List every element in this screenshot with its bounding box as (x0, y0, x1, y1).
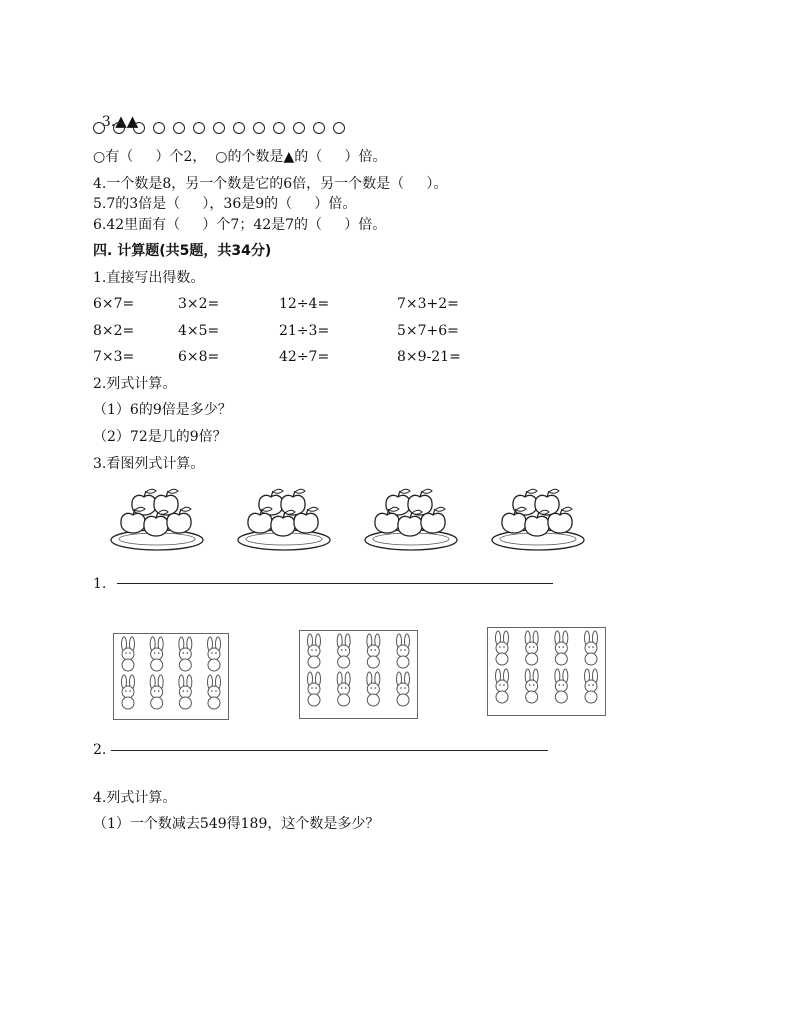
circle-icon (293, 122, 305, 134)
circle-icon (93, 122, 105, 134)
answer-line-label: 1. (93, 576, 107, 592)
arith-cell: 12÷4= (279, 296, 330, 312)
arith-cell: 42÷7= (279, 349, 330, 365)
bunny-card (487, 627, 606, 716)
circle-icon (193, 122, 205, 134)
calc-q4-item: （1）一个数减去549得189，这个数是多少？ (93, 816, 380, 832)
circle-icon (213, 122, 225, 134)
circle-icon (113, 122, 125, 134)
arith-cell: 8×9-21= (397, 349, 461, 365)
circle-icon (233, 122, 245, 134)
bunny-card (299, 630, 418, 719)
apple-plate-icon (362, 484, 460, 554)
arith-cell: 7×3+2= (397, 296, 459, 312)
circle-icon (333, 122, 345, 134)
apple-plate-icon (489, 484, 587, 554)
arith-cell: 6×8= (178, 349, 220, 365)
answer-line[interactable] (111, 750, 548, 751)
bunny-icons (300, 631, 417, 718)
arith-cell: 3×2= (178, 296, 220, 312)
calc-q4-title: 4.列式计算。 (93, 790, 177, 806)
q3-question: ○有（ ）个2， ○的个数是▲的（ ）倍。 (93, 149, 387, 165)
triangle-icon-pair: ▲▲ (115, 112, 139, 130)
circle-icon (153, 122, 165, 134)
circle-icon (253, 122, 265, 134)
circle-icon (133, 122, 145, 134)
bunny-icons (114, 634, 228, 719)
calc-q3-title: 3.看图列式计算。 (93, 456, 205, 472)
section-heading: 四. 计算题(共5题，共34分) (93, 243, 272, 259)
q3-label: 3. (101, 114, 116, 130)
arith-cell: 21÷3= (279, 323, 330, 339)
circle-icon (313, 122, 325, 134)
arith-cell: 7×3= (93, 349, 135, 365)
calc-q1-title: 1.直接写出得数。 (93, 270, 205, 286)
calc-q2-item: （1）6的9倍是多少？ (93, 402, 232, 418)
answer-line-label: 2. (93, 742, 107, 758)
answer-line[interactable] (117, 583, 553, 584)
arith-cell: 6×7= (93, 296, 135, 312)
q5-question: 5.7的3倍是（ ），36是9的（ ）倍。 (93, 196, 357, 212)
circle-icon (273, 122, 285, 134)
circle-row (93, 122, 345, 134)
apple-plate-icon (108, 484, 206, 554)
arith-cell: 5×7+6= (397, 323, 459, 339)
arith-cell: 4×5= (178, 323, 220, 339)
circle-icon (173, 122, 185, 134)
calc-q2-title: 2.列式计算。 (93, 376, 177, 392)
calc-q2-item: （2）72是几的9倍？ (93, 429, 227, 445)
arith-cell: 8×2= (93, 323, 135, 339)
apple-plate-icon (235, 484, 333, 554)
q6-question: 6.42里面有（ ）个7；42是7的（ ）倍。 (93, 217, 387, 233)
bunny-icons (488, 628, 605, 715)
q4-question: 4.一个数是8，另一个数是它的6倍，另一个数是（ ）。 (93, 176, 448, 192)
bunny-card (113, 633, 229, 720)
